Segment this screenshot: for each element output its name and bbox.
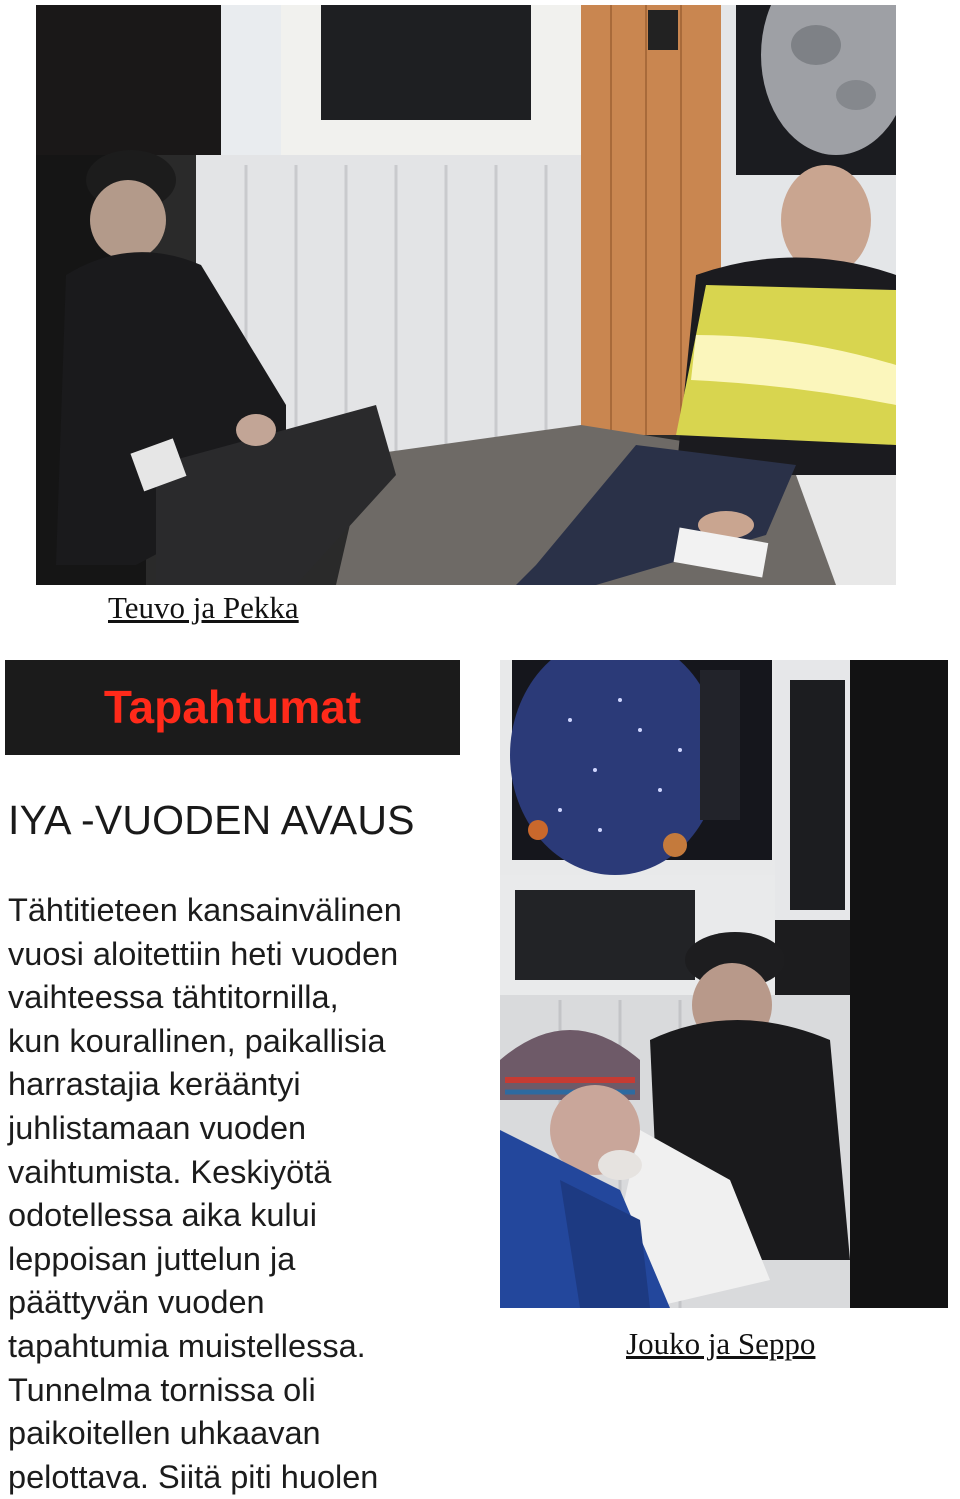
article-line: tapahtumia muistellessa.: [8, 1327, 366, 1364]
photo-jouko-ja-seppo: [500, 660, 948, 1308]
article-line: vaihteessa tähtitornilla,: [8, 979, 339, 1016]
photo-caption-right: Jouko ja Seppo: [626, 1326, 816, 1361]
article-line: kun kourallinen, paikallisia: [8, 1022, 386, 1059]
article-line: vaihtumista. Keskiyötä: [8, 1153, 332, 1190]
photo-caption-top: Teuvo ja Pekka: [108, 590, 299, 625]
article-body: [8, 889, 478, 1499]
article-line: Tähtitieteen kansainvälinen: [8, 892, 402, 928]
article-line: Tunnelma tornissa oli: [8, 1371, 316, 1408]
article-line: pelottava. Siitä piti huolen: [8, 1458, 379, 1495]
article-line: harrastajia kerääntyi: [8, 1066, 301, 1103]
section-header-bar: [5, 660, 460, 755]
article-line: odotellessa aika kului: [8, 1197, 317, 1234]
article-line: vuosi aloitettiin heti vuoden: [8, 935, 399, 972]
photo-teuvo-ja-pekka: [36, 5, 896, 585]
article-line: päättyvän vuoden: [8, 1284, 265, 1321]
article-line: paikoitellen uhkaavan: [8, 1415, 321, 1452]
article-line: juhlistamaan vuoden: [8, 1109, 307, 1146]
article-heading: IYA -VUODEN AVAUS: [8, 797, 415, 843]
section-title: Tapahtumat: [103, 681, 362, 733]
article-line: leppoisan juttelun ja: [8, 1240, 296, 1277]
